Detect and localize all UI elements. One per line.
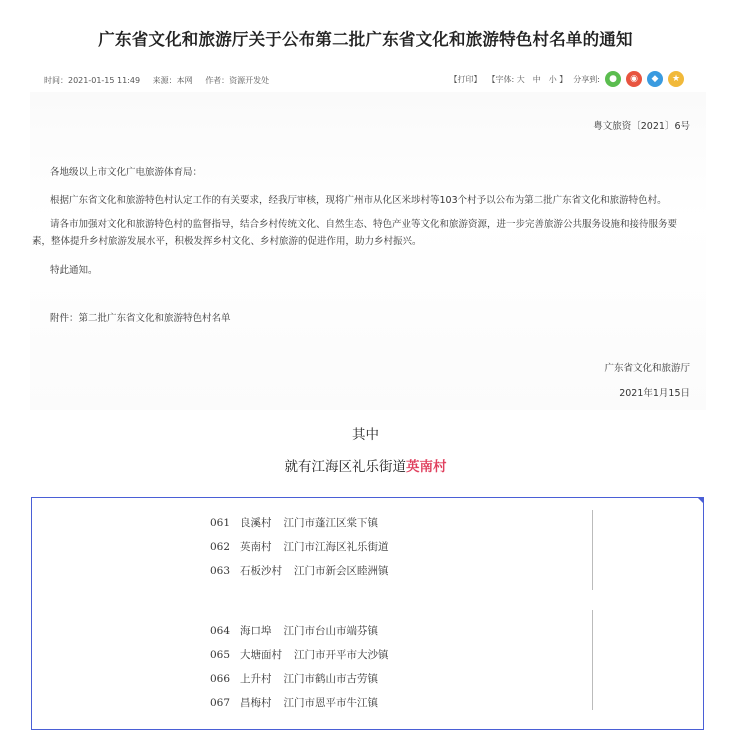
corner-decoration — [697, 497, 704, 504]
item-location: 江门市江海区礼乐街道 — [283, 541, 389, 553]
paragraph-closing: 特此通知。 — [50, 265, 98, 276]
item-name: 昌梅村 — [240, 697, 272, 709]
item-name: 大塘面村 — [240, 649, 282, 661]
item-name: 良溪村 — [240, 517, 272, 529]
caption-line-1: 其中 — [352, 427, 379, 443]
list-item — [210, 515, 378, 530]
item-location: 江门市蓬江区棠下镇 — [283, 517, 378, 529]
item-name: 石板沙村 — [240, 565, 282, 577]
item-location: 江门市鹤山市古劳镇 — [283, 673, 378, 685]
article-meta-bar — [34, 68, 694, 92]
notice-body — [30, 92, 706, 410]
item-location: 江门市新会区睦洲镇 — [294, 565, 389, 577]
list-item — [210, 623, 378, 638]
salutation: 各地级以上市文化广电旅游体育局： — [50, 167, 203, 178]
attachment-link[interactable]: 附件：第二批广东省文化和旅游特色村名单 — [50, 313, 231, 324]
item-number: 067 — [210, 697, 231, 709]
share-label: 分享到: — [573, 74, 600, 84]
font-size-switcher[interactable]: 【字体: 大 中 小 】 — [487, 74, 568, 84]
list-item — [210, 563, 389, 578]
caption-line-2 — [0, 455, 731, 475]
divider — [592, 610, 593, 710]
weibo-icon[interactable]: ◉ — [626, 71, 642, 87]
item-location: 江门市恩平市牛江镇 — [283, 697, 378, 709]
page-title: 广东省文化和旅游厅关于公布第二批广东省文化和旅游特色村名单的通知 — [98, 30, 633, 49]
caption-prefix: 就有江海区礼乐街道 — [284, 459, 406, 475]
item-location: 江门市台山市端芬镇 — [283, 625, 378, 637]
signature: 广东省文化和旅游厅 — [604, 363, 690, 374]
divider — [592, 510, 593, 590]
paragraph-2-line-2: 素，整体提升乡村旅游发展水平，积极发挥乡村文化、乡村旅游的促进作用，助力乡村振兴。 — [32, 236, 422, 247]
list-item — [210, 671, 378, 686]
document-number: 粤文旅资〔2021〕6号 — [593, 121, 690, 132]
item-number: 066 — [210, 673, 231, 685]
list-item — [210, 695, 378, 710]
wechat-icon[interactable]: ● — [605, 71, 621, 87]
article-source: 来源：本网 — [152, 76, 193, 85]
qq-icon[interactable]: ◆ — [647, 71, 663, 87]
article-tools — [450, 71, 684, 87]
article-meta-info — [44, 75, 279, 86]
print-link[interactable]: 【打印】 — [449, 74, 482, 84]
item-name: 上升村 — [240, 673, 272, 685]
list-item — [210, 647, 389, 662]
village-list-box — [31, 497, 704, 730]
paragraph-2-line-1: 请各市加强对文化和旅游特色村的监督指导，结合乡村传统文化、自然生态、特色产业等文化和旅游资源，进一步完善旅游公共服务设施和接待服务要 — [50, 219, 678, 230]
paragraph-2 — [32, 216, 692, 250]
issue-date: 2021年1月15日 — [619, 388, 690, 399]
item-number: 063 — [210, 565, 231, 577]
item-number: 064 — [210, 625, 231, 637]
item-number: 061 — [210, 517, 231, 529]
article-author: 作者：资源开发处 — [205, 76, 270, 85]
item-location: 江门市开平市大沙镇 — [294, 649, 389, 661]
favorite-icon[interactable]: ★ — [668, 71, 684, 87]
item-number: 062 — [210, 541, 231, 553]
item-name: 英南村 — [240, 541, 272, 553]
item-name: 海口埠 — [240, 625, 272, 637]
item-number: 065 — [210, 649, 231, 661]
list-item — [210, 539, 389, 554]
publish-time: 时间：2021-01-15 11:49 — [44, 76, 141, 85]
caption-highlight: 英南村 — [406, 459, 447, 475]
paragraph-1: 根据广东省文化和旅游特色村认定工作的有关要求，经我厅审核，现将广州市从化区米埗村等103个村予以公布为第二批广东省文化和旅游特色村。 — [50, 195, 667, 206]
